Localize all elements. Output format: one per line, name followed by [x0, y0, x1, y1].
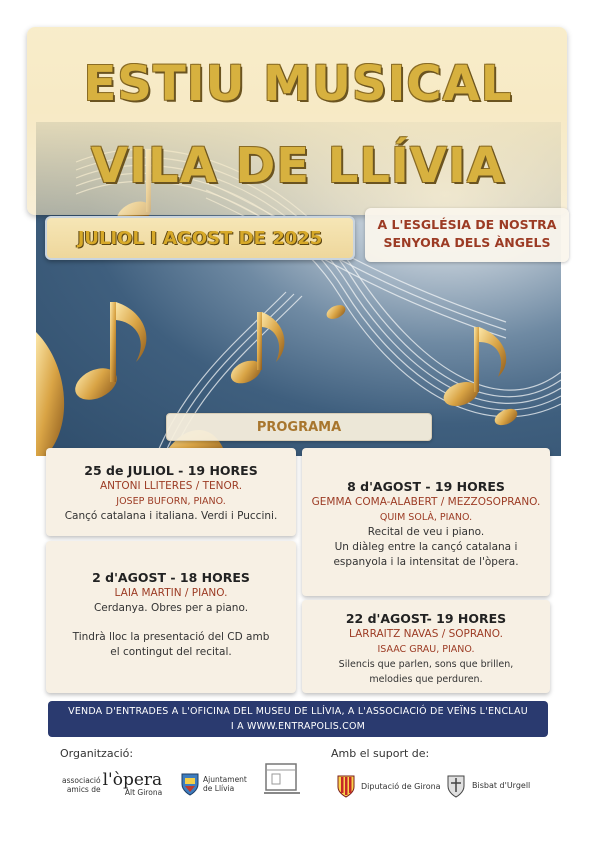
concert-card-2 — [46, 541, 296, 693]
concert-pianist: ISAAC GRAU, PIANO. — [377, 644, 475, 655]
concert-performer: LAIA MARTIN / PIANO. — [114, 587, 228, 599]
ajuntament-logo — [180, 772, 247, 796]
concert-description: espanyola i la intensitat de l'òpera. — [333, 556, 519, 568]
concert-date: 8 d'AGOST - 19 HORES — [347, 479, 505, 494]
concert-description: melodies que perduren. — [369, 674, 483, 685]
concert-description: Recital de veu i piano. — [367, 526, 485, 538]
logo-text: amics de — [66, 784, 101, 794]
organization-label: Organització: — [60, 747, 134, 760]
concert-description: Cerdanya. Obres per a piano. — [93, 602, 249, 614]
concert-date: 25 de JULIOL - 19 HORES — [84, 463, 258, 478]
concert-card-3 — [302, 448, 550, 596]
logo-text: de Llívia — [203, 784, 235, 793]
concert-description: Cançó catalana i italiana. Verdi i Puccini. — [64, 510, 278, 522]
concert-note: el contingut del recital. — [110, 646, 232, 658]
concert-performer: ANTONI LLITERES / TENOR. — [99, 480, 243, 492]
concert-card-4 — [302, 600, 550, 693]
coat-of-arms-icon — [180, 772, 200, 796]
bishop-crest-icon — [445, 772, 467, 798]
opera-association-logo — [62, 772, 162, 797]
title-line-1: ESTIU MUSICAL — [83, 56, 513, 112]
logo-text: Diputació de Girona — [361, 781, 441, 791]
programa-label: PROGRAMA — [166, 413, 432, 441]
ticket-sales-link[interactable]: I A WWW.ENTRAPOLIS.COM — [230, 721, 366, 732]
concert-description: Silencis que parlen, sons que brillen, — [338, 659, 514, 670]
concert-description: Un diàleg entre la cançó catalana i — [334, 541, 518, 553]
ticket-sales-line-1: VENDA D'ENTRADES A L'OFICINA DEL MUSEU DE LLÍVIA, A L'ASSOCIACIÓ DE VEÏNS L'ENCLAU — [68, 706, 528, 717]
concert-note: Tindrà lloc la presentació del CD amb — [72, 631, 270, 643]
coat-of-arms-icon — [336, 774, 356, 798]
museum-building-icon — [262, 758, 302, 798]
title-line-2: VILA DE LLÍVIA — [91, 138, 505, 194]
concert-date: 22 d'AGOST- 19 HORES — [345, 611, 507, 626]
logo-text: Bisbat d'Urgell — [472, 780, 531, 790]
concert-date: 2 d'AGOST - 18 HORES — [92, 570, 250, 585]
ticket-sales-bar — [48, 701, 548, 737]
diputacio-girona-logo — [336, 774, 441, 798]
concert-pianist: JOSEP BUFORN, PIANO. — [116, 496, 226, 507]
bisbat-urgell-logo — [445, 772, 530, 798]
logo-text: l'òpera — [102, 770, 163, 790]
museum-logo — [262, 758, 302, 798]
venue-line-2: SENYORA DELS ÀNGELS — [383, 235, 551, 250]
concert-pianist: QUIM SOLÀ, PIANO. — [379, 512, 473, 523]
concert-card-1 — [46, 448, 296, 536]
logo-text: Alt Girona — [124, 788, 163, 797]
logo-text: associació — [62, 775, 101, 785]
concert-performer: GEMMA COMA-ALABERT / MEZZOSOPRANO. — [311, 496, 541, 508]
logo-text: Ajuntament — [203, 775, 247, 784]
venue-box — [365, 208, 569, 262]
support-label: Amb el suport de: — [331, 747, 430, 760]
concert-performer: LARRAITZ NAVAS / SOPRANO. — [349, 628, 503, 640]
dates-banner: JULIOL I AGOST DE 2025 — [45, 216, 355, 260]
venue-line-1: A L'ESGLÉSIA DE NOSTRA — [377, 217, 557, 232]
